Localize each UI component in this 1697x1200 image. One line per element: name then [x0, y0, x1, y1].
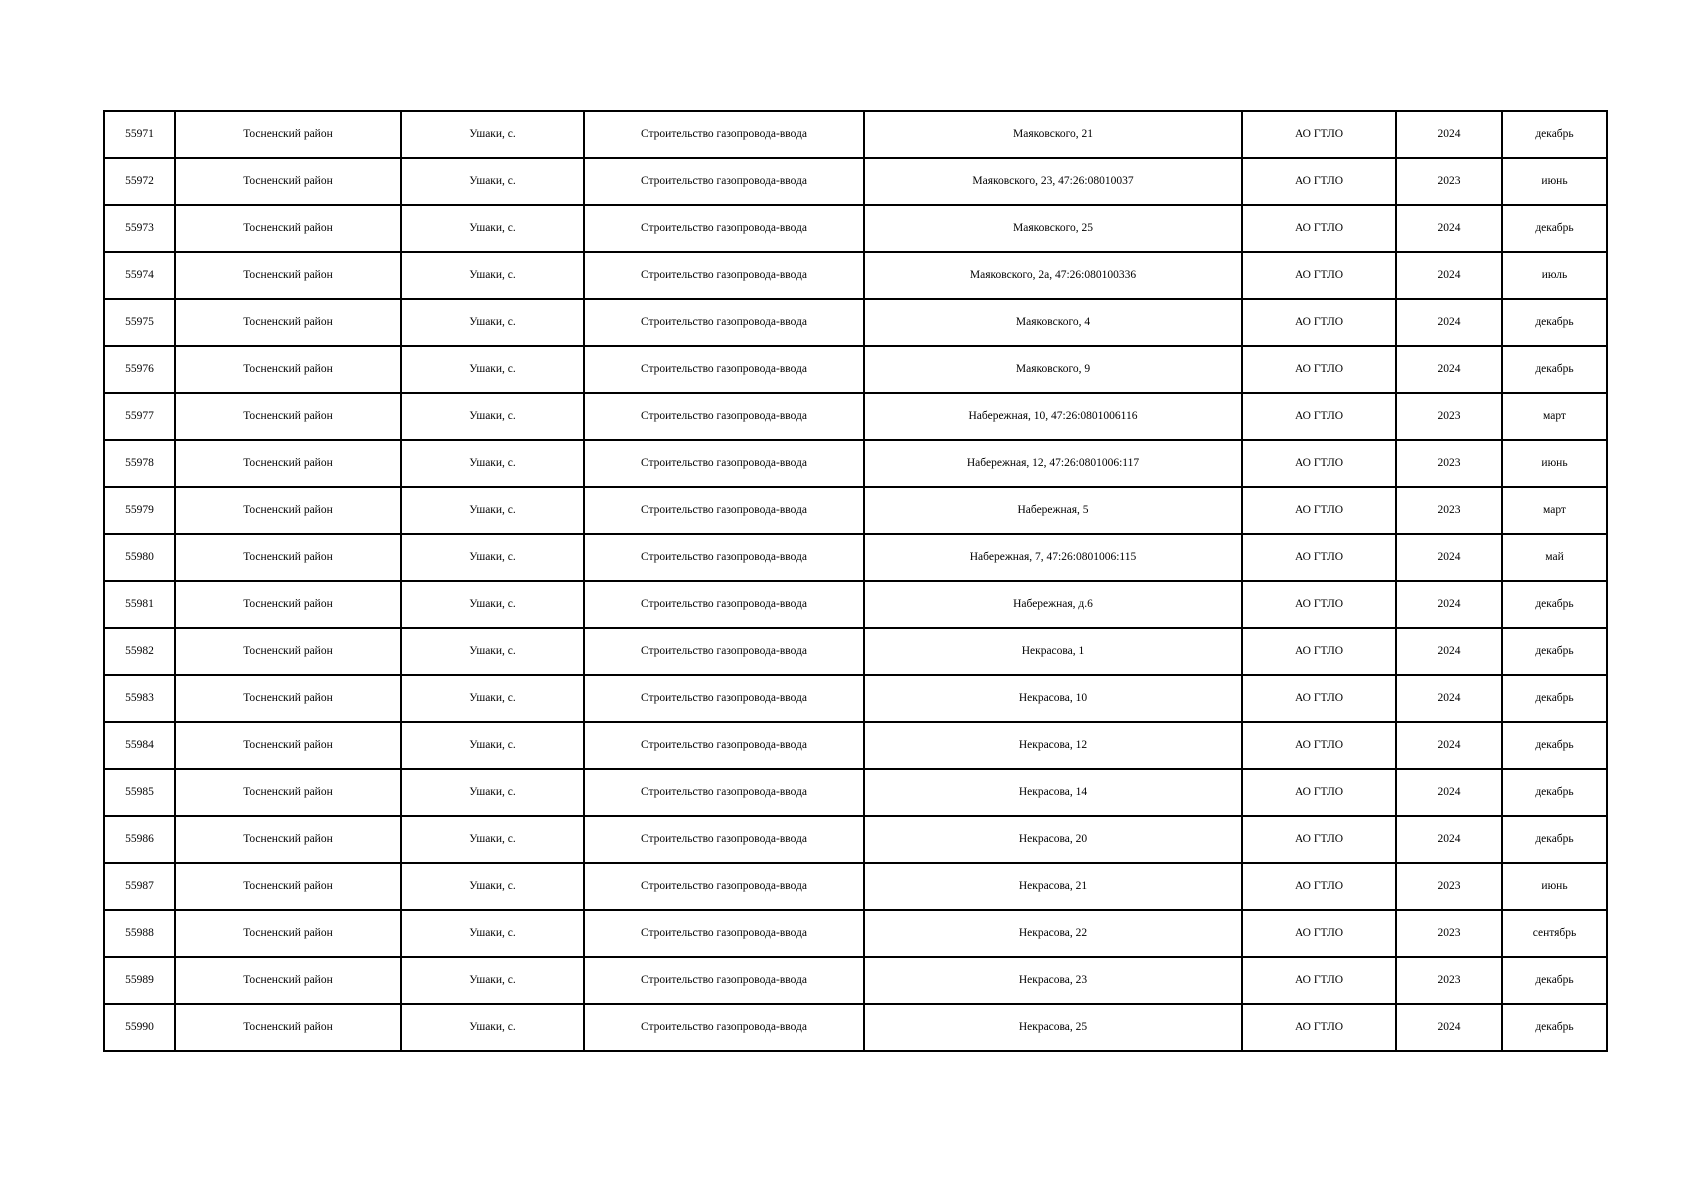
gasification-table	[103, 110, 1608, 1052]
cell-locality: Ушаки, с.	[401, 346, 584, 393]
cell-locality: Ушаки, с.	[401, 910, 584, 957]
table-row	[104, 205, 1607, 252]
cell-address: Некрасова, 22	[864, 910, 1242, 957]
cell-work-type: Строительство газопровода-ввода	[584, 722, 864, 769]
table-row	[104, 816, 1607, 863]
cell-address: Набережная, 5	[864, 487, 1242, 534]
cell-year: 2024	[1396, 675, 1502, 722]
cell-organization: АО ГТЛО	[1242, 393, 1396, 440]
cell-year: 2024	[1396, 628, 1502, 675]
cell-id: 55978	[104, 440, 175, 487]
cell-month: июль	[1502, 252, 1607, 299]
cell-district: Тосненский район	[175, 252, 401, 299]
cell-year: 2024	[1396, 816, 1502, 863]
cell-id: 55981	[104, 581, 175, 628]
cell-year: 2024	[1396, 205, 1502, 252]
cell-month: декабрь	[1502, 957, 1607, 1004]
cell-year: 2023	[1396, 393, 1502, 440]
table-row	[104, 769, 1607, 816]
cell-district: Тосненский район	[175, 346, 401, 393]
cell-locality: Ушаки, с.	[401, 863, 584, 910]
table-row	[104, 628, 1607, 675]
cell-address: Некрасова, 12	[864, 722, 1242, 769]
cell-month: июнь	[1502, 863, 1607, 910]
table-row	[104, 393, 1607, 440]
cell-locality: Ушаки, с.	[401, 534, 584, 581]
cell-locality: Ушаки, с.	[401, 487, 584, 534]
cell-district: Тосненский район	[175, 393, 401, 440]
cell-work-type: Строительство газопровода-ввода	[584, 299, 864, 346]
cell-month: декабрь	[1502, 205, 1607, 252]
cell-year: 2024	[1396, 346, 1502, 393]
cell-organization: АО ГТЛО	[1242, 111, 1396, 158]
cell-id: 55987	[104, 863, 175, 910]
cell-month: декабрь	[1502, 816, 1607, 863]
cell-organization: АО ГТЛО	[1242, 299, 1396, 346]
cell-year: 2024	[1396, 252, 1502, 299]
cell-organization: АО ГТЛО	[1242, 816, 1396, 863]
cell-organization: АО ГТЛО	[1242, 534, 1396, 581]
cell-work-type: Строительство газопровода-ввода	[584, 675, 864, 722]
table-row	[104, 299, 1607, 346]
table-row	[104, 534, 1607, 581]
cell-locality: Ушаки, с.	[401, 440, 584, 487]
table-row	[104, 158, 1607, 205]
cell-address: Маяковского, 25	[864, 205, 1242, 252]
cell-district: Тосненский район	[175, 1004, 401, 1051]
cell-work-type: Строительство газопровода-ввода	[584, 158, 864, 205]
cell-address: Набережная, 12, 47:26:0801006:117	[864, 440, 1242, 487]
cell-year: 2024	[1396, 299, 1502, 346]
cell-month: март	[1502, 487, 1607, 534]
cell-work-type: Строительство газопровода-ввода	[584, 534, 864, 581]
cell-locality: Ушаки, с.	[401, 1004, 584, 1051]
cell-organization: АО ГТЛО	[1242, 722, 1396, 769]
cell-month: декабрь	[1502, 628, 1607, 675]
cell-month: сентябрь	[1502, 910, 1607, 957]
cell-locality: Ушаки, с.	[401, 769, 584, 816]
cell-id: 55984	[104, 722, 175, 769]
cell-district: Тосненский район	[175, 158, 401, 205]
table-row	[104, 863, 1607, 910]
cell-year: 2024	[1396, 722, 1502, 769]
cell-work-type: Строительство газопровода-ввода	[584, 393, 864, 440]
cell-organization: АО ГТЛО	[1242, 205, 1396, 252]
cell-month: декабрь	[1502, 299, 1607, 346]
table-row	[104, 346, 1607, 393]
table-body	[104, 111, 1607, 1051]
cell-id: 55982	[104, 628, 175, 675]
cell-month: декабрь	[1502, 1004, 1607, 1051]
cell-id: 55986	[104, 816, 175, 863]
cell-address: Некрасова, 21	[864, 863, 1242, 910]
cell-district: Тосненский район	[175, 440, 401, 487]
cell-address: Набережная, 10, 47:26:0801006116	[864, 393, 1242, 440]
cell-work-type: Строительство газопровода-ввода	[584, 863, 864, 910]
cell-id: 55983	[104, 675, 175, 722]
cell-organization: АО ГТЛО	[1242, 1004, 1396, 1051]
cell-address: Набережная, д.6	[864, 581, 1242, 628]
cell-month: декабрь	[1502, 769, 1607, 816]
cell-year: 2023	[1396, 910, 1502, 957]
cell-district: Тосненский район	[175, 581, 401, 628]
cell-address: Некрасова, 10	[864, 675, 1242, 722]
cell-year: 2024	[1396, 1004, 1502, 1051]
cell-work-type: Строительство газопровода-ввода	[584, 816, 864, 863]
cell-district: Тосненский район	[175, 675, 401, 722]
cell-organization: АО ГТЛО	[1242, 628, 1396, 675]
cell-work-type: Строительство газопровода-ввода	[584, 769, 864, 816]
cell-month: декабрь	[1502, 722, 1607, 769]
table-row	[104, 111, 1607, 158]
cell-work-type: Строительство газопровода-ввода	[584, 1004, 864, 1051]
cell-work-type: Строительство газопровода-ввода	[584, 440, 864, 487]
cell-year: 2023	[1396, 487, 1502, 534]
cell-locality: Ушаки, с.	[401, 393, 584, 440]
cell-locality: Ушаки, с.	[401, 816, 584, 863]
cell-work-type: Строительство газопровода-ввода	[584, 957, 864, 1004]
table-row	[104, 910, 1607, 957]
cell-month: декабрь	[1502, 346, 1607, 393]
cell-id: 55989	[104, 957, 175, 1004]
cell-organization: АО ГТЛО	[1242, 957, 1396, 1004]
cell-address: Некрасова, 25	[864, 1004, 1242, 1051]
table-row	[104, 1004, 1607, 1051]
cell-id: 55990	[104, 1004, 175, 1051]
cell-address: Маяковского, 21	[864, 111, 1242, 158]
cell-id: 55976	[104, 346, 175, 393]
cell-year: 2023	[1396, 957, 1502, 1004]
cell-district: Тосненский район	[175, 957, 401, 1004]
table-row	[104, 722, 1607, 769]
cell-id: 55985	[104, 769, 175, 816]
cell-id: 55973	[104, 205, 175, 252]
cell-address: Набережная, 7, 47:26:0801006:115	[864, 534, 1242, 581]
cell-address: Маяковского, 4	[864, 299, 1242, 346]
cell-address: Маяковского, 9	[864, 346, 1242, 393]
cell-district: Тосненский район	[175, 816, 401, 863]
cell-organization: АО ГТЛО	[1242, 440, 1396, 487]
cell-id: 55971	[104, 111, 175, 158]
cell-address: Некрасова, 14	[864, 769, 1242, 816]
cell-locality: Ушаки, с.	[401, 722, 584, 769]
cell-id: 55975	[104, 299, 175, 346]
cell-id: 55980	[104, 534, 175, 581]
cell-locality: Ушаки, с.	[401, 957, 584, 1004]
cell-address: Некрасова, 20	[864, 816, 1242, 863]
cell-district: Тосненский район	[175, 205, 401, 252]
table-row	[104, 252, 1607, 299]
table-row	[104, 675, 1607, 722]
cell-organization: АО ГТЛО	[1242, 769, 1396, 816]
cell-district: Тосненский район	[175, 722, 401, 769]
cell-id: 55979	[104, 487, 175, 534]
cell-organization: АО ГТЛО	[1242, 346, 1396, 393]
cell-address: Маяковского, 2а, 47:26:080100336	[864, 252, 1242, 299]
cell-month: март	[1502, 393, 1607, 440]
cell-locality: Ушаки, с.	[401, 675, 584, 722]
cell-year: 2024	[1396, 581, 1502, 628]
cell-district: Тосненский район	[175, 534, 401, 581]
cell-locality: Ушаки, с.	[401, 111, 584, 158]
cell-id: 55977	[104, 393, 175, 440]
cell-work-type: Строительство газопровода-ввода	[584, 628, 864, 675]
cell-year: 2024	[1396, 534, 1502, 581]
cell-year: 2023	[1396, 158, 1502, 205]
cell-organization: АО ГТЛО	[1242, 252, 1396, 299]
cell-id: 55988	[104, 910, 175, 957]
cell-work-type: Строительство газопровода-ввода	[584, 487, 864, 534]
cell-organization: АО ГТЛО	[1242, 487, 1396, 534]
cell-district: Тосненский район	[175, 769, 401, 816]
cell-year: 2023	[1396, 863, 1502, 910]
cell-month: декабрь	[1502, 581, 1607, 628]
cell-month: июнь	[1502, 440, 1607, 487]
cell-year: 2024	[1396, 769, 1502, 816]
table-row	[104, 581, 1607, 628]
cell-month: декабрь	[1502, 675, 1607, 722]
cell-month: май	[1502, 534, 1607, 581]
cell-locality: Ушаки, с.	[401, 252, 584, 299]
cell-work-type: Строительство газопровода-ввода	[584, 346, 864, 393]
cell-work-type: Строительство газопровода-ввода	[584, 111, 864, 158]
cell-organization: АО ГТЛО	[1242, 581, 1396, 628]
cell-work-type: Строительство газопровода-ввода	[584, 910, 864, 957]
cell-district: Тосненский район	[175, 487, 401, 534]
cell-address: Некрасова, 23	[864, 957, 1242, 1004]
cell-work-type: Строительство газопровода-ввода	[584, 581, 864, 628]
cell-district: Тосненский район	[175, 111, 401, 158]
cell-district: Тосненский район	[175, 299, 401, 346]
cell-month: декабрь	[1502, 111, 1607, 158]
cell-organization: АО ГТЛО	[1242, 158, 1396, 205]
cell-address: Маяковского, 23, 47:26:08010037	[864, 158, 1242, 205]
cell-year: 2024	[1396, 111, 1502, 158]
cell-work-type: Строительство газопровода-ввода	[584, 252, 864, 299]
cell-organization: АО ГТЛО	[1242, 863, 1396, 910]
cell-locality: Ушаки, с.	[401, 581, 584, 628]
cell-month: июнь	[1502, 158, 1607, 205]
cell-work-type: Строительство газопровода-ввода	[584, 205, 864, 252]
cell-district: Тосненский район	[175, 910, 401, 957]
cell-organization: АО ГТЛО	[1242, 910, 1396, 957]
cell-locality: Ушаки, с.	[401, 158, 584, 205]
cell-district: Тосненский район	[175, 863, 401, 910]
cell-id: 55974	[104, 252, 175, 299]
cell-district: Тосненский район	[175, 628, 401, 675]
table-row	[104, 957, 1607, 1004]
cell-locality: Ушаки, с.	[401, 205, 584, 252]
table-row	[104, 440, 1607, 487]
cell-locality: Ушаки, с.	[401, 628, 584, 675]
cell-locality: Ушаки, с.	[401, 299, 584, 346]
cell-id: 55972	[104, 158, 175, 205]
cell-year: 2023	[1396, 440, 1502, 487]
cell-organization: АО ГТЛО	[1242, 675, 1396, 722]
cell-address: Некрасова, 1	[864, 628, 1242, 675]
table-row	[104, 487, 1607, 534]
